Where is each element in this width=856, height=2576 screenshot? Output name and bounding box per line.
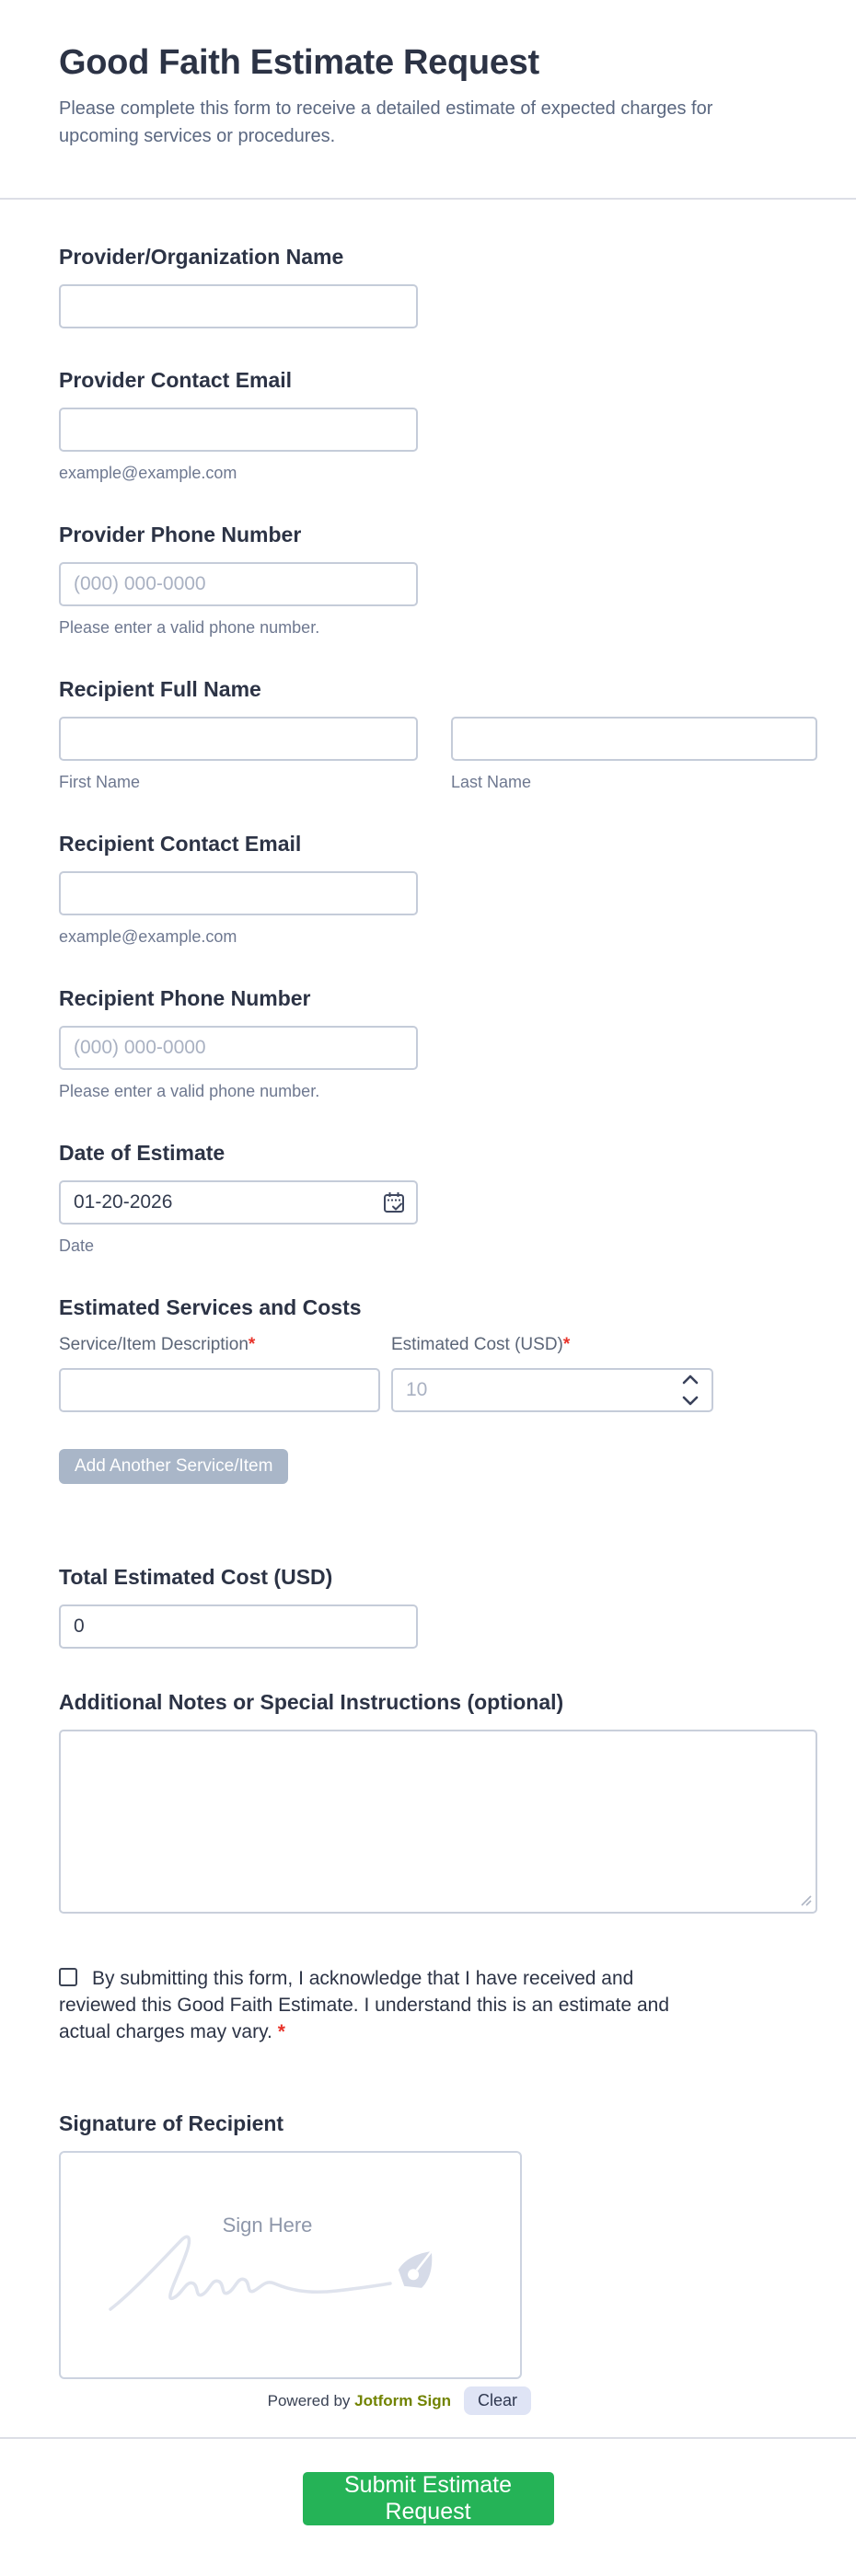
recipient-phone-hint: Please enter a valid phone number.	[59, 1082, 320, 1100]
field-provider-phone	[59, 522, 817, 638]
acknowledgement-checkbox[interactable]	[59, 1968, 77, 1986]
pen-nib-icon	[392, 2242, 443, 2295]
required-asterisk: *	[562, 1335, 571, 1354]
service-description-label: Service/Item Description*	[59, 1335, 256, 1354]
provider-email-label: Provider Contact Email	[59, 368, 293, 392]
field-notes	[59, 1689, 817, 1914]
services-section	[59, 1294, 817, 1484]
chevron-up-icon[interactable]	[680, 1374, 700, 1386]
notes-label: Additional Notes or Special Instructions (optional)	[59, 1690, 564, 1714]
provider-name-label: Provider/Organization Name	[59, 245, 344, 269]
signature-label: Signature of Recipient	[59, 2111, 284, 2135]
provider-phone-label: Provider Phone Number	[59, 523, 302, 546]
number-stepper[interactable]	[680, 1374, 702, 1407]
recipient-email-label: Recipient Contact Email	[59, 832, 302, 856]
first-name-input[interactable]	[59, 717, 418, 761]
services-heading: Estimated Services and Costs	[59, 1295, 362, 1319]
field-provider-email	[59, 367, 817, 483]
date-sublabel: Date	[59, 1236, 95, 1255]
field-recipient-phone	[59, 985, 817, 1101]
recipient-name-label: Recipient Full Name	[59, 677, 261, 701]
field-signature	[59, 2110, 817, 2415]
acknowledgement-text: By submitting this form, I acknowledge that I have received and reviewed this Good Faith Estimate. I understand this is an estimate and actual charges may vary.	[59, 1968, 670, 2042]
acknowledgement-row	[59, 1965, 703, 2045]
total-cost-input[interactable]	[59, 1604, 418, 1649]
service-description-input[interactable]	[59, 1368, 380, 1412]
field-recipient-name	[59, 676, 817, 792]
recipient-email-input[interactable]	[59, 871, 418, 915]
field-date-of-estimate	[59, 1140, 817, 1256]
field-total-cost	[59, 1564, 817, 1649]
chevron-down-icon[interactable]	[680, 1394, 700, 1407]
provider-phone-input[interactable]	[59, 562, 418, 606]
first-name-sublabel: First Name	[59, 773, 141, 791]
field-recipient-email	[59, 831, 817, 947]
notes-textarea[interactable]	[59, 1730, 817, 1914]
last-name-sublabel: Last Name	[451, 773, 532, 791]
calendar-check-icon	[381, 1190, 407, 1215]
sign-here-text: Sign Here	[222, 2214, 313, 2237]
form-subtitle: Please complete this form to receive a detailed estimate of expected charges for upcoming services or procedures.	[59, 98, 713, 146]
add-service-item-button[interactable]: Add Another Service/Item	[59, 1449, 288, 1484]
page-title: Good Faith Estimate Request	[59, 43, 539, 82]
provider-email-input[interactable]	[59, 408, 418, 452]
recipient-phone-label: Recipient Phone Number	[59, 986, 311, 1010]
recipient-phone-input[interactable]	[59, 1026, 418, 1070]
provider-email-hint: example@example.com	[59, 464, 237, 482]
field-provider-name	[59, 244, 817, 328]
date-input[interactable]	[59, 1180, 418, 1225]
clear-signature-button[interactable]: Clear	[464, 2386, 531, 2415]
estimated-cost-input[interactable]	[391, 1368, 713, 1412]
signature-squiggle	[98, 2225, 484, 2326]
provider-name-input[interactable]	[59, 284, 418, 328]
powered-by-text: Powered by Jotform Sign	[267, 2391, 451, 2409]
jotform-sign-brand: Jotform Sign	[354, 2391, 451, 2409]
signature-pad[interactable]	[59, 2151, 522, 2379]
date-label: Date of Estimate	[59, 1141, 226, 1165]
last-name-input[interactable]	[451, 717, 817, 761]
submit-button[interactable]: Submit Estimate Request	[303, 2472, 554, 2525]
footer-divider	[0, 2437, 856, 2439]
recipient-email-hint: example@example.com	[59, 927, 237, 946]
required-asterisk: *	[248, 1335, 256, 1354]
calendar-picker-button[interactable]	[381, 1190, 407, 1215]
estimated-cost-label: Estimated Cost (USD)*	[391, 1335, 571, 1354]
resize-handle-icon[interactable]	[799, 1893, 812, 1906]
provider-phone-hint: Please enter a valid phone number.	[59, 618, 320, 637]
total-cost-label: Total Estimated Cost (USD)	[59, 1565, 333, 1589]
required-asterisk: *	[277, 2021, 285, 2042]
